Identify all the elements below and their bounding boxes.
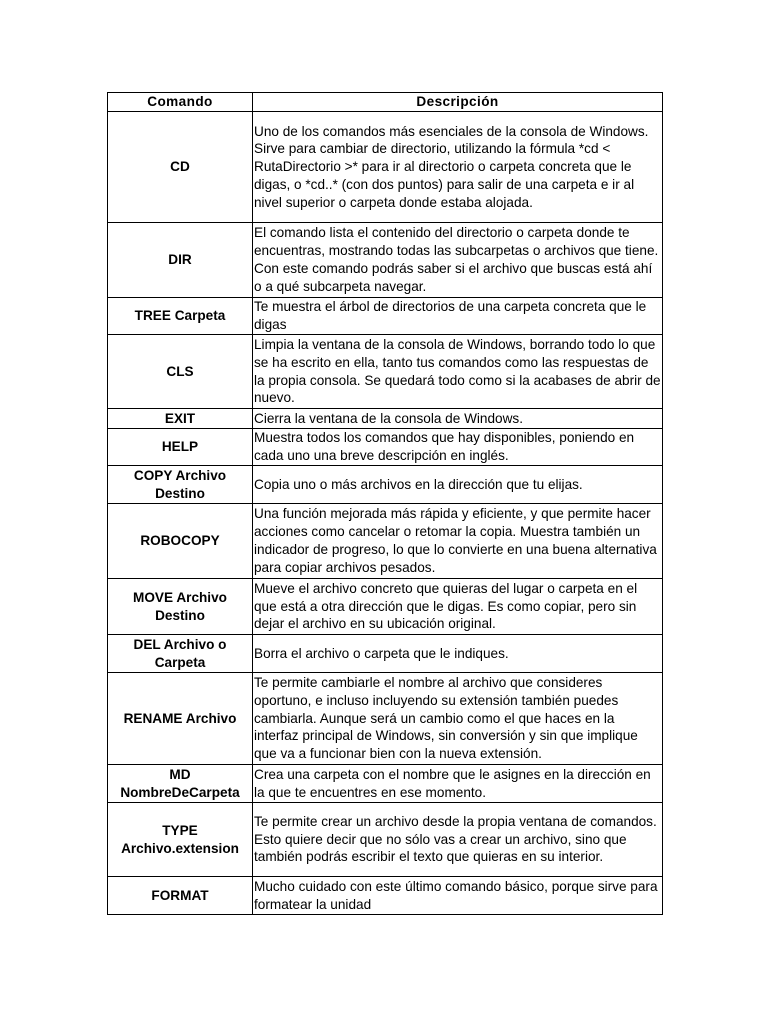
command-cell: TYPE Archivo.extension: [108, 803, 253, 877]
command-cell: FORMAT: [108, 877, 253, 915]
table-row: [108, 765, 663, 803]
description-cell: Crea una carpeta con el nombre que le asignes en la dirección en la que te encuentres en ese momento.: [253, 765, 663, 803]
description-cell: Una función mejorada más rápida y eficiente, y que permite hacer acciones como cancelar o retomar la copia. Muestra también un indicador de progreso, lo que lo convierte en una buena alternativa para copiar archivos pesados.: [253, 504, 663, 579]
table-row: [108, 298, 663, 335]
description-cell: Mueve el archivo concreto que quieras del lugar o carpeta en el que está a otra dirección que le digas. Es como copiar, pero sin dejar el archivo en su ubicación original.: [253, 579, 663, 635]
description-cell: Mucho cuidado con este último comando básico, porque sirve para formatear la unidad: [253, 877, 663, 915]
command-cell: COPY Archivo Destino: [108, 466, 253, 504]
header-descripcion: Descripción: [253, 93, 663, 112]
description-cell: El comando lista el contenido del directorio o carpeta donde te encuentras, mostrando todas las subcarpetas o archivos que tiene. Con este comando podrás saber si el archivo que buscas está ahí o a qué subcarpeta navegar.: [253, 223, 663, 298]
description-cell: Copia uno o más archivos en la dirección que tu elijas.: [253, 466, 663, 504]
table-row: [108, 466, 663, 504]
description-cell: Limpia la ventana de la consola de Windows, borrando todo lo que se ha escrito en ella, tanto tus comandos como las respuestas de la propia consola. Se quedará todo como si la acabases de abrir de nuevo.: [253, 335, 663, 409]
table-row: [108, 429, 663, 466]
table-row: [108, 335, 663, 409]
description-cell: Te muestra el árbol de directorios de una carpeta concreta que le digas: [253, 298, 663, 335]
command-cell: TREE Carpeta: [108, 298, 253, 335]
commands-table: [107, 92, 663, 915]
command-cell: RENAME Archivo: [108, 673, 253, 765]
description-cell: Muestra todos los comandos que hay disponibles, poniendo en cada uno una breve descripción en inglés.: [253, 429, 663, 466]
table-row: [108, 409, 663, 429]
description-cell: Te permite cambiarle el nombre al archivo que consideres oportuno, e incluso incluyendo su extensión también puedes cambiarla. Aunque será un cambio como el que haces en la interfaz principal de Windows, sin conversión y sin que implique que va a funcionar bien con la nueva extensión.: [253, 673, 663, 765]
table-header-row: [108, 93, 663, 112]
table-row: [108, 673, 663, 765]
table-row: [108, 504, 663, 579]
command-cell: HELP: [108, 429, 253, 466]
header-comando: Comando: [108, 93, 253, 112]
table-row: [108, 635, 663, 673]
command-cell: DIR: [108, 223, 253, 298]
command-cell: CD: [108, 112, 253, 223]
description-cell: Uno de los comandos más esenciales de la consola de Windows. Sirve para cambiar de directorio, utilizando la fórmula *cd < RutaDirectorio >* para ir al directorio o carpeta concreta que le digas, o *cd..* (con dos puntos) para salir de una carpeta e ir al nivel superior o carpeta donde estaba alojada.: [253, 112, 663, 223]
description-cell: Borra el archivo o carpeta que le indiques.: [253, 635, 663, 673]
description-cell: Te permite crear un archivo desde la propia ventana de comandos. Esto quiere decir que no sólo vas a crear un archivo, sino que también podrás escribir el texto que quieras en su interior.: [253, 803, 663, 877]
command-cell: ROBOCOPY: [108, 504, 253, 579]
table-row: [108, 579, 663, 635]
table-row: [108, 112, 663, 223]
command-cell: MD NombreDeCarpeta: [108, 765, 253, 803]
description-cell: Cierra la ventana de la consola de Windows.: [253, 409, 663, 429]
command-cell: EXIT: [108, 409, 253, 429]
command-cell: CLS: [108, 335, 253, 409]
table-row: [108, 223, 663, 298]
table-row: [108, 803, 663, 877]
command-cell: DEL Archivo o Carpeta: [108, 635, 253, 673]
command-cell: MOVE Archivo Destino: [108, 579, 253, 635]
table-row: [108, 877, 663, 915]
